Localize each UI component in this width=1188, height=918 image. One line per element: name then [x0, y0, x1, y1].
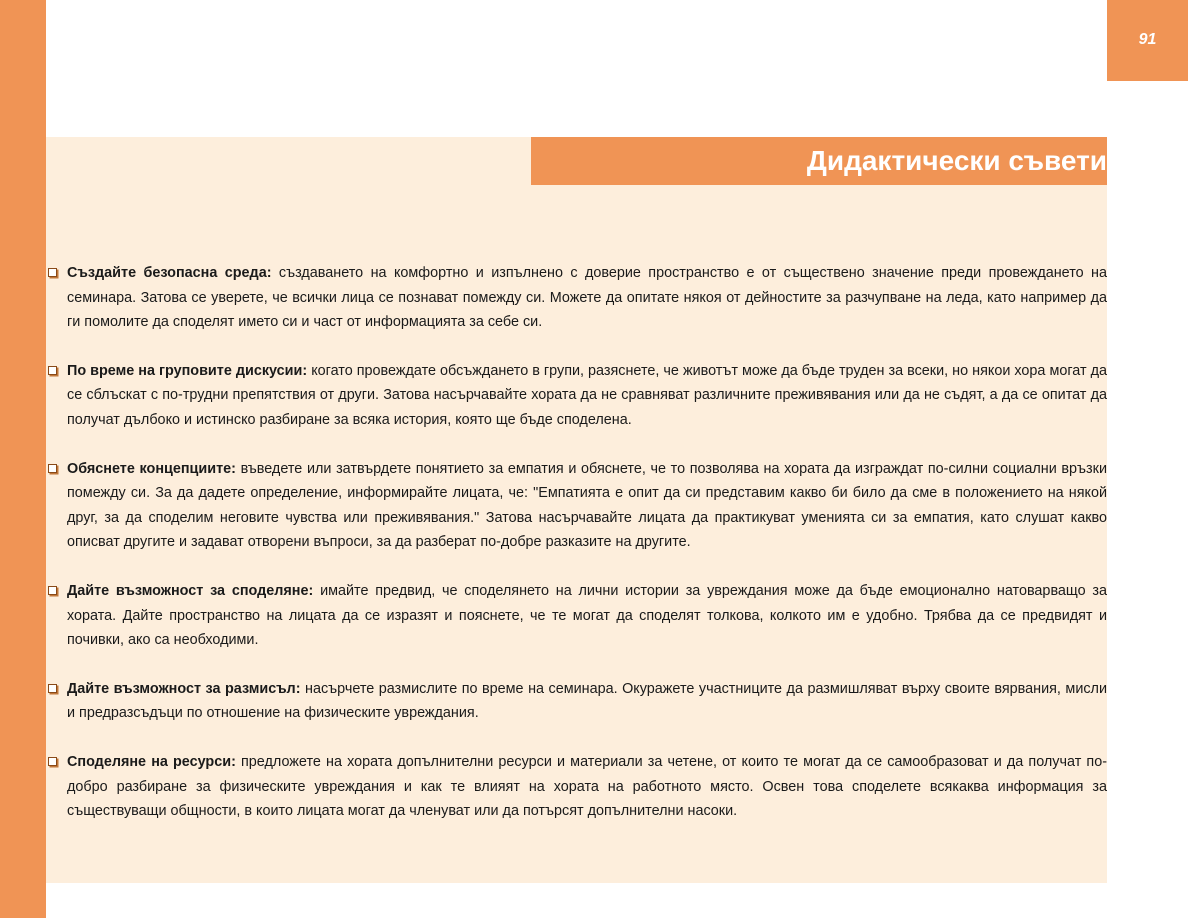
tip-heading: Обяснете концепциите:	[67, 460, 236, 477]
tip-allow-sharing	[46, 579, 1107, 653]
tip-text: предложете на хората допълнителни ресурси и материали за четене, от които те могат да се самообразоват и да получат по-добро разбиране за физическите увреждания и как те влияят на хората на работното място. Освен това споделете всякаква информация за съществуващи общности, в които лицата могат да членуват или да потърсят допълнителни насоки.	[67, 753, 1107, 820]
tip-explain-concepts	[46, 457, 1107, 555]
tip-allow-reflection	[46, 677, 1107, 726]
tip-heading: Дайте възможност за споделяне:	[67, 582, 314, 599]
tip-text: въведете или затвърдете понятието за емпатия и обяснете, че то позволява на хората да изграждат по-силни социални връзки помежду си. За да дадете определение, информирайте лицата, че: "Емпатията е опит да си представим какво би било да сме в положението на някой друг, за да споделим неговите чувства или преживявания." Затова насърчавайте лицата да практикуват уменията си за емпатия, като слушат какво описват другите и задават отворени въпроси, за да разберат по-добре разказите на другите.	[67, 460, 1107, 551]
square-bullet-icon	[48, 684, 57, 693]
tip-text: когато провеждате обсъждането в групи, разяснете, че животът може да бъде труден за всеки, но някои хора могат да се сблъскат с по-трудни препятствия от други. Затова насърчавайте хората да не сравняват различните преживявания или да не съдят, а да се опитат да получат дълбоко и истинско разбиране за всяка история, която ще бъде споделена.	[67, 362, 1107, 428]
square-bullet-icon	[48, 366, 57, 375]
didactic-tips-list	[46, 261, 1107, 824]
tip-heading: Дайте възможност за размисъл:	[67, 680, 301, 697]
page-number: 91	[1138, 30, 1157, 48]
square-bullet-icon	[48, 586, 57, 595]
square-bullet-icon	[48, 464, 57, 473]
square-bullet-icon	[48, 757, 57, 766]
tip-safe-environment	[46, 261, 1107, 335]
tip-share-resources	[46, 750, 1107, 824]
page-number-tab	[1107, 0, 1188, 81]
tip-text: насърчете размислите по време на семинара. Окуражете участниците да размишляват върху своите вярвания, мисли и предразсъдъци по отношение на физическите увреждания.	[67, 680, 1107, 722]
section-title: Дидактически съвети	[806, 145, 1107, 176]
square-bullet-icon	[48, 268, 57, 277]
section-title-banner	[531, 137, 1107, 185]
left-accent-stripe	[0, 0, 46, 918]
tip-text: имайте предвид, че споделянето на лични истории за увреждания може да бъде емоционално натоварващо за хората. Дайте пространство на лицата да се изразят и пояснете, че те могат да споделят толкова, колкото им е удобно. Трябва да се предвидят и почивки, ако са необходими.	[67, 582, 1107, 649]
tip-heading: По време на груповите дискусии:	[67, 362, 308, 379]
tip-group-discussions	[46, 359, 1107, 433]
tip-heading: Споделяне на ресурси:	[67, 753, 236, 770]
tip-heading: Създайте безопасна среда:	[67, 265, 272, 281]
tip-text: създаването на комфортно и изпълнено с доверие пространство е от съществено значение преди провеждането на семинара. Затова се уверете, че всички лица се познават помежду си. Можете да опитате някоя от дейностите за разчупване на леда, като например да ги помолите да споделят името си и част от информацията за себе си.	[67, 265, 1107, 331]
